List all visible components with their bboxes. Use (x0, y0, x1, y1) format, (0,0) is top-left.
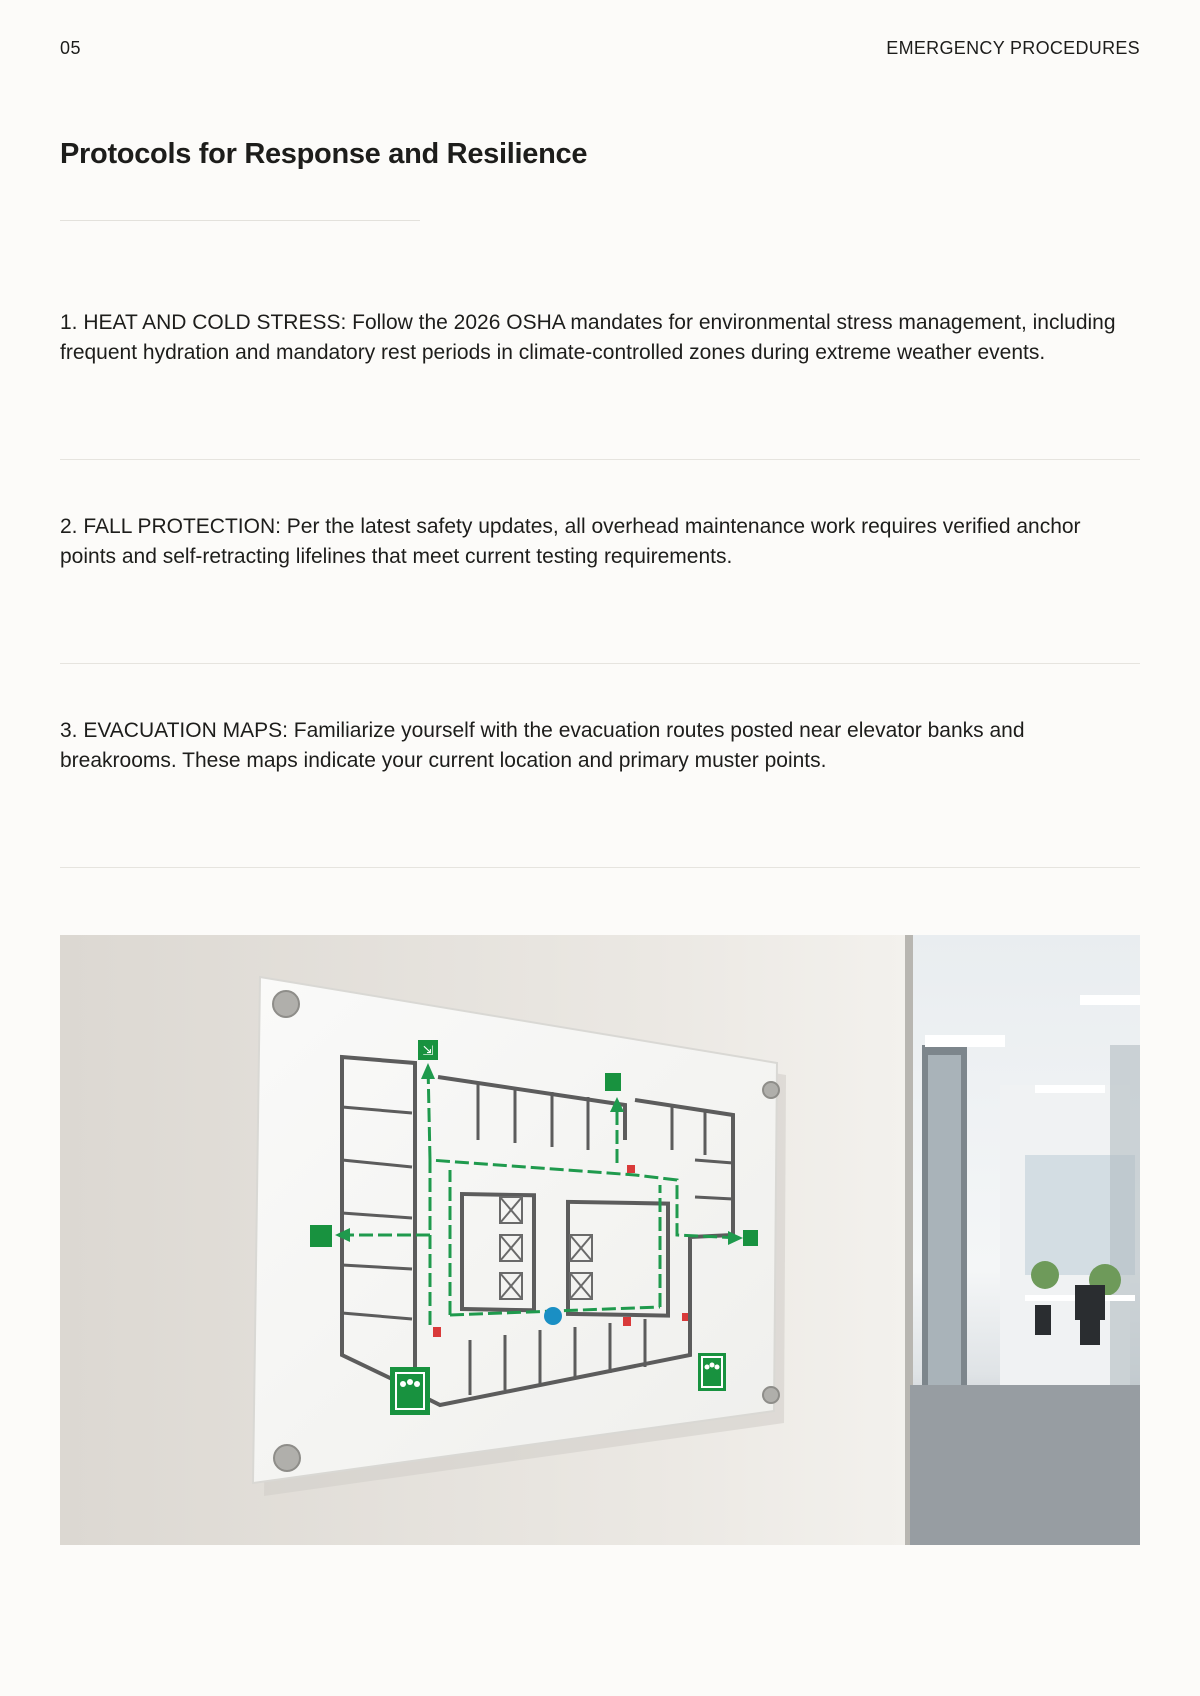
page-number: 05 (60, 38, 82, 58)
title-divider (60, 220, 420, 221)
svg-text:⇲: ⇲ (422, 1044, 434, 1059)
evacuation-map-panel (253, 977, 786, 1496)
divider (60, 867, 1140, 868)
divider (60, 459, 1140, 460)
page-title: Protocols for Response and Resilience (60, 138, 588, 170)
procedure-item-fall-protection: 2. FALL PROTECTION: Per the latest safety updates, all overhead maintenance work requires verified anchor points and self-retracting lifelines that meet current testing requirements. (60, 515, 1081, 568)
office-view (905, 935, 1140, 1545)
evacuation-map-photo (60, 935, 1140, 1545)
you-are-here-marker (544, 1307, 562, 1325)
procedure-item-heat-cold-stress: 1. HEAT AND COLD STRESS: Follow the 2026 OSHA mandates for environmental stress management, including frequent hydration and mandatory rest periods in climate-controlled zones during extreme weather events. (60, 311, 1116, 364)
section-label: EMERGENCY PROCEDURES (886, 38, 1140, 58)
procedure-item-evacuation-maps: 3. EVACUATION MAPS: Familiarize yourself with the evacuation routes posted near elevator banks and breakrooms. These maps indicate your current location and primary muster points. (60, 719, 1025, 772)
divider (60, 663, 1140, 664)
